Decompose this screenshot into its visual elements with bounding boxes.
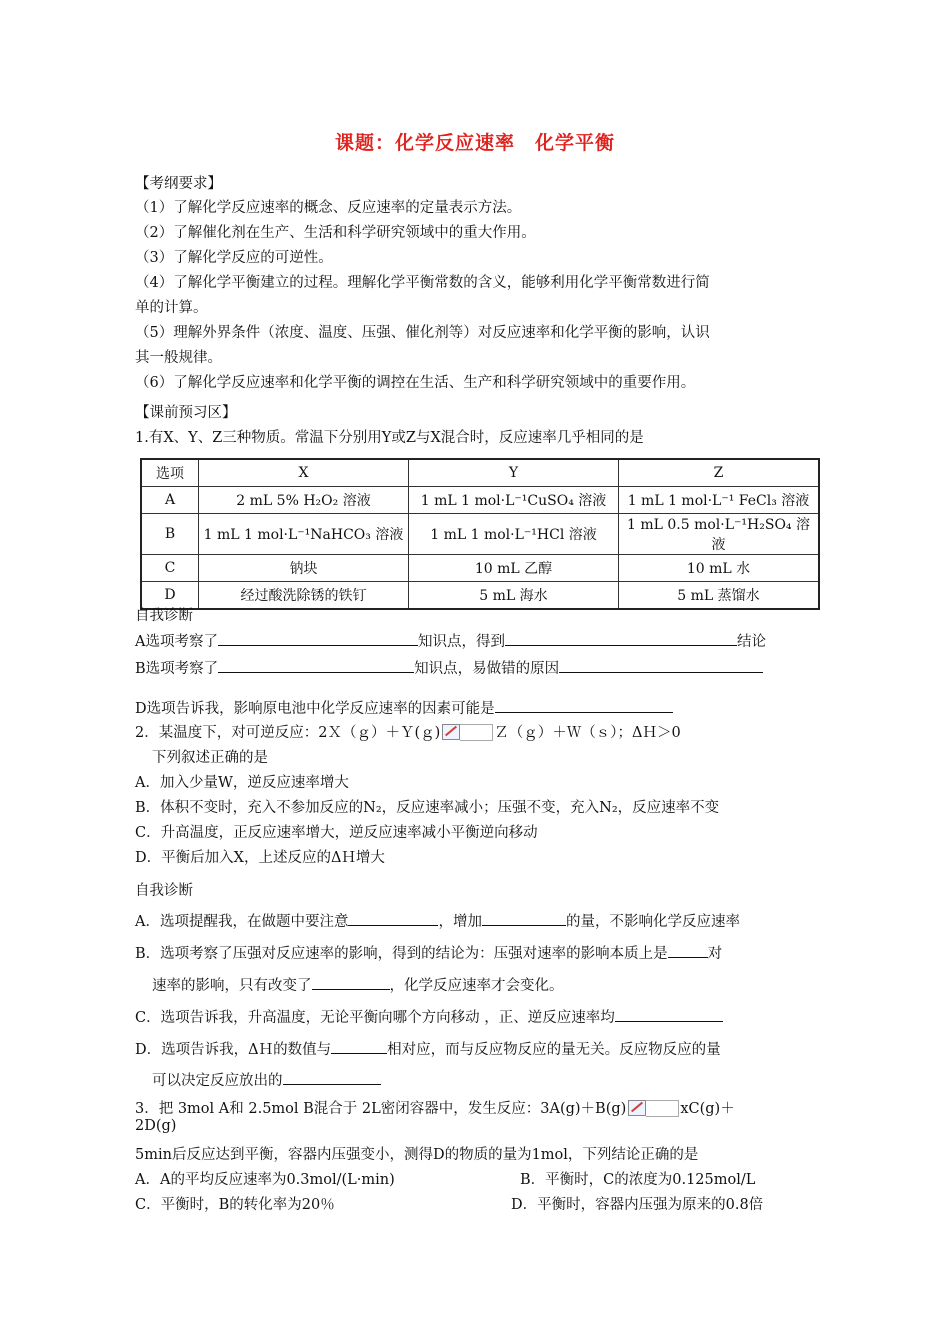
answer-blank[interactable] <box>495 697 673 713</box>
outline-item-4: （4）了解化学平衡建立的过程。理解化学平衡常数的含义，能够利用化学平衡常数进行简 <box>135 275 710 291</box>
diagnosis-2-d-cont <box>152 1069 381 1090</box>
diagnosis-text: ，增加 <box>438 914 482 930</box>
diagnosis-text: B选项考察了 <box>135 661 219 677</box>
table-cell: A <box>141 487 199 514</box>
question-3-option-b: B．平衡时，C的浓度为0.125mol/L <box>520 1172 756 1188</box>
question-2-prompt: 下列叙述正确的是 <box>152 750 268 766</box>
answer-blank[interactable] <box>312 974 390 990</box>
diagnosis-text: 的量，不影响化学反应速率 <box>565 914 740 930</box>
outline-item-6: （6）了解化学反应速率和化学平衡的调控在生活、生产和科学研究领域中的重要作用。 <box>135 375 696 391</box>
question-text: 2．某温度下，对可逆反应：2Ｘ（ｇ）＋Ｙ(ｇ) <box>135 725 441 741</box>
answer-blank[interactable] <box>218 630 418 646</box>
question-1-stem: 1.有X、Y、Z三种物质。常温下分别用Y或Z与X混合时，反应速率几乎相同的是 <box>135 430 644 446</box>
table-cell: 1 mL 1 mol·L⁻¹NaHCO₃ 溶液 <box>199 514 409 555</box>
table-cell: 钠块 <box>199 555 409 582</box>
outline-item-2: （2）了解催化剂在生产、生活和科学研究领域中的重大作用。 <box>135 225 536 241</box>
diagnosis-text: ，化学反应速率才会变化。 <box>389 978 564 994</box>
answer-blank[interactable] <box>482 910 566 926</box>
diagnosis-1-heading: 自我诊断 <box>135 608 193 624</box>
equilibrium-arrow-icon <box>628 1100 678 1115</box>
question-text: 3．把 3mol A和 2.5mol B混合于 2L密闭容器中，发生反应：3A(g)＋B(g) <box>135 1101 627 1117</box>
table-row <box>141 555 819 582</box>
question-3-condition: 5min后反应达到平衡，容器内压强变小，测得D的物质的量为1mol，下列结论正确的是 <box>135 1147 699 1163</box>
answer-blank[interactable] <box>348 910 438 926</box>
table-cell: 1 mL 0.5 mol·L⁻¹H₂SO₄ 溶液 <box>619 514 820 555</box>
diagnosis-text: 知识点，得到 <box>417 634 505 650</box>
diagnosis-2-b-cont <box>152 974 564 995</box>
question-3-option-a: A．A的平均反应速率为0.3mol/(L·min) <box>135 1172 395 1188</box>
table-header-cell: Y <box>409 459 619 487</box>
answer-blank[interactable] <box>283 1069 381 1085</box>
diagnosis-2-b <box>135 942 722 963</box>
diagnosis-2-c <box>135 1006 723 1027</box>
diagnosis-text: 结论 <box>736 634 766 650</box>
table-cell: 10 mL 乙醇 <box>409 555 619 582</box>
diagnosis-text: 相对应，而与反应物反应的量无关。反应物反应的量 <box>387 1042 721 1058</box>
table-cell: 经过酸洗除锈的铁钉 <box>199 582 409 610</box>
question-3-option-c: C．平衡时，B的转化率为20％ <box>135 1197 335 1213</box>
diagnosis-text: D．选项告诉我，ΔＨ的数值与 <box>135 1042 332 1058</box>
question-2-option-b: B．体积不变时，充入不参加反应的N₂，反应速率减小；压强不变，充入N₂，反应速率不变 <box>135 800 720 816</box>
outline-item-3: （3）了解化学反应的可逆性。 <box>135 250 333 266</box>
question-2-option-d: D．平衡后加入X，上述反应的ΔＨ增大 <box>135 850 385 866</box>
diagnosis-text: 对 <box>707 946 723 962</box>
table-header-cell: Z <box>619 459 820 487</box>
table-cell: 1 mL 1 mol·L⁻¹ FeCl₃ 溶液 <box>619 487 820 514</box>
question-2-option-a: A．加入少量W，逆反应速率增大 <box>135 775 349 791</box>
question-3-stem-cont: 2D(g) <box>135 1118 177 1134</box>
question-2-option-c: C．升高温度，正反应速率增大，逆反应速率减小平衡逆向移动 <box>135 825 538 841</box>
diagnosis-text: A选项考察了 <box>135 634 218 650</box>
diagnosis-text: A．选项提醒我，在做题中要注意 <box>135 914 349 930</box>
diagnosis-2-heading: 自我诊断 <box>135 883 193 899</box>
answer-blank[interactable] <box>505 630 737 646</box>
diagnosis-1-d <box>135 697 673 718</box>
table-cell: 10 mL 水 <box>619 555 820 582</box>
table-row <box>141 514 819 555</box>
table-header-row <box>141 459 819 487</box>
diagnosis-text: 可以决定反应放出的 <box>152 1073 283 1089</box>
answer-blank[interactable] <box>668 942 708 958</box>
table-row <box>141 582 819 610</box>
diagnosis-1-a <box>135 630 766 651</box>
table-row <box>141 487 819 514</box>
diagnosis-text: C．选项告诉我，升高温度，无论平衡向哪个方向移动 ，正、逆反应速率均 <box>135 1010 615 1026</box>
table-cell: B <box>141 514 199 555</box>
diagnosis-text: D选项告诉我，影响原电池中化学反应速率的因素可能是 <box>135 701 495 717</box>
diagnosis-2-d <box>135 1038 721 1059</box>
table-header-cell: 选项 <box>141 459 199 487</box>
page-title: 课题：化学反应速率 化学平衡 <box>334 132 615 154</box>
question-2-stem <box>135 721 681 742</box>
diagnosis-1-b <box>135 657 763 678</box>
table-cell: 2 mL 5% H₂O₂ 溶液 <box>199 487 409 514</box>
outline-item-5: （5）理解外界条件（浓度、温度、压强、催化剂等）对反应速率和化学平衡的影响，认识 <box>135 325 710 341</box>
question-text: xC(g)＋ <box>680 1101 735 1117</box>
answer-blank[interactable] <box>218 657 414 673</box>
table-cell: D <box>141 582 199 610</box>
outline-heading: 【考纲要求】 <box>135 176 222 192</box>
table-cell: 5 mL 蒸馏水 <box>619 582 820 610</box>
diagnosis-2-a <box>135 910 740 931</box>
outline-item-4-cont: 单的计算。 <box>135 300 208 316</box>
question-text: Ｚ（ｇ）＋Ｗ（ｓ）；ΔＨ＞0 <box>494 725 681 741</box>
table-cell: C <box>141 555 199 582</box>
table-header-cell: X <box>199 459 409 487</box>
preview-heading: 【课前预习区】 <box>135 405 237 421</box>
outline-item-5-cont: 其一般规律。 <box>135 350 222 366</box>
question-3-stem <box>135 1097 735 1118</box>
answer-blank[interactable] <box>559 657 763 673</box>
answer-blank[interactable] <box>615 1006 723 1022</box>
answer-blank[interactable] <box>331 1038 387 1054</box>
options-table <box>140 458 820 610</box>
table-cell: 5 mL 海水 <box>409 582 619 610</box>
diagnosis-text: 速率的影响，只有改变了 <box>152 978 312 994</box>
diagnosis-text: B．选项考察了压强对反应速率的影响，得到的结论为：压强对速率的影响本质上是 <box>135 946 668 962</box>
diagnosis-text: 知识点，易做错的原因 <box>414 661 560 677</box>
table-cell: 1 mL 1 mol·L⁻¹HCl 溶液 <box>409 514 619 555</box>
table-cell: 1 mL 1 mol·L⁻¹CuSO₄ 溶液 <box>409 487 619 514</box>
question-3-option-d: D．平衡时，容器内压强为原来的0.8倍 <box>511 1197 764 1213</box>
equilibrium-arrow-icon <box>442 724 492 739</box>
outline-item-1: （1）了解化学反应速率的概念、反应速率的定量表示方法。 <box>135 200 522 216</box>
